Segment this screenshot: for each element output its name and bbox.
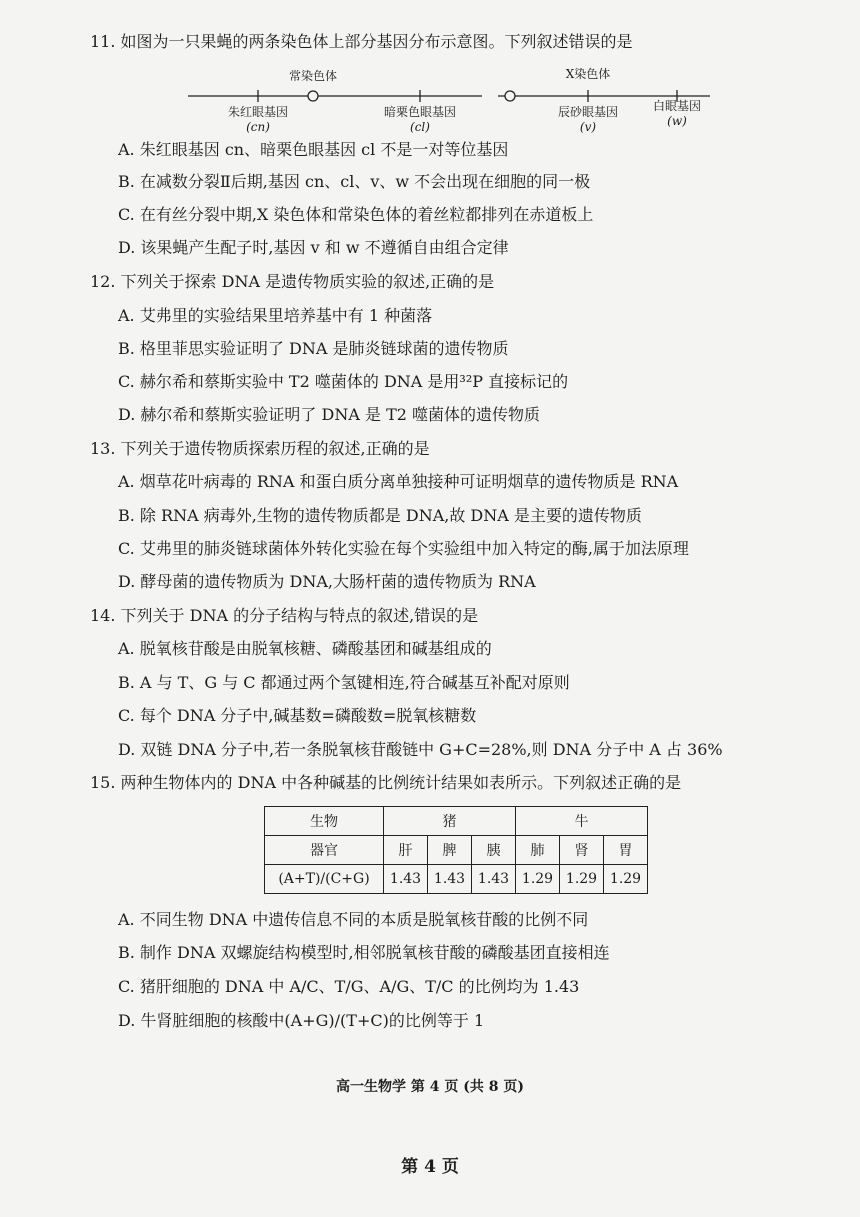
gene-symbol-cn: (cn): [246, 120, 270, 134]
question-14-stem: 14. 下列关于 DNA 的分子结构与特点的叙述,错误的是: [90, 606, 479, 625]
gene-label-v: 辰砂眼基因: [557, 105, 619, 119]
gene-label-w: 白眼基因: [652, 99, 702, 113]
question-15-stem: 15. 两种生物体内的 DNA 中各种碱基的比例统计结果如表所示。下列叙述正确的是: [90, 773, 682, 792]
gene-label-cl: 暗栗色眼基因: [383, 105, 457, 119]
q14-option-d: D. 双链 DNA 分子中,若一条脱氧核苷酸链中 G+C=28%,则 DNA 分子中 A 占 36%: [118, 740, 723, 759]
gene-symbol-v: (v): [579, 120, 597, 134]
x-centromere: [505, 91, 515, 101]
q11-option-b: B. 在减数分裂Ⅱ后期,基因 cn、cl、v、w 不会出现在细胞的同一极: [118, 172, 591, 191]
gene-symbol-cl: (cl): [410, 120, 430, 134]
q13-option-b: B. 除 RNA 病毒外,生物的遗传物质都是 DNA,故 DNA 是主要的遗传物质: [118, 506, 642, 525]
q11-option-c: C. 在有丝分裂中期,X 染色体和常染色体的着丝粒都排列在赤道板上: [118, 205, 594, 224]
table-cell-ratio: 1.29: [516, 865, 560, 894]
x-chromosome-label: X染色体: [565, 67, 611, 81]
table-row: [265, 807, 648, 836]
table-cell-organ: 胃: [604, 836, 648, 865]
q12-option-a: A. 艾弗里的实验结果里培养基中有 1 种菌落: [118, 306, 433, 325]
base-ratio-table: [264, 806, 648, 894]
gene-symbol-w: (w): [667, 114, 687, 128]
table-cell-organ: 脾: [428, 836, 472, 865]
q15-option-b: B. 制作 DNA 双螺旋结构模型时,相邻脱氧核苷酸的磷酸基团直接相连: [118, 943, 610, 962]
q13-option-a: A. 烟草花叶病毒的 RNA 和蛋白质分离单独接种可证明烟草的遗传物质是 RNA: [118, 472, 679, 491]
table-row: [265, 836, 648, 865]
page-footer: 高一生物学 第 4 页 (共 8 页): [336, 1079, 524, 1095]
q15-option-a: A. 不同生物 DNA 中遗传信息不同的本质是脱氧核苷酸的比例不同: [118, 910, 589, 929]
table-cell-ratio: 1.43: [428, 865, 472, 894]
table-cell-ratio: 1.43: [384, 865, 428, 894]
gene-label-cn: 朱红眼基因: [227, 105, 289, 119]
table-cell-ratio: 1.43: [472, 865, 516, 894]
q12-option-d: D. 赫尔希和蔡斯实验证明了 DNA 是 T2 噬菌体的遗传物质: [118, 405, 541, 424]
question-12-stem: 12. 下列关于探索 DNA 是遗传物质实验的叙述,正确的是: [90, 272, 495, 291]
question-13-stem: 13. 下列关于遗传物质探索历程的叙述,正确的是: [90, 439, 430, 458]
table-cell-ratio-header: (A+T)/(C+G): [265, 865, 384, 894]
table-cell-ratio: 1.29: [560, 865, 604, 894]
table-cell-cow: 牛: [516, 807, 648, 836]
q11-option-d: D. 该果蝇产生配子时,基因 v 和 w 不遵循自由组合定律: [118, 238, 509, 257]
table-cell-organ: 肝: [384, 836, 428, 865]
q14-option-a: A. 脱氧核苷酸是由脱氧核糖、磷酸基团和碱基组成的: [118, 639, 492, 658]
table-cell-organ: 肾: [560, 836, 604, 865]
table-cell-ratio: 1.29: [604, 865, 648, 894]
q13-option-c: C. 艾弗里的肺炎链球菌体外转化实验在每个实验组中加入特定的酶,属于加法原理: [118, 539, 689, 558]
table-cell-organ-header: 器官: [265, 836, 384, 865]
q12-option-c: C. 赫尔希和蔡斯实验中 T2 噬菌体的 DNA 是用³²P 直接标记的: [118, 372, 569, 391]
table-row: [265, 865, 648, 894]
q14-option-b: B. A 与 T、G 与 C 都通过两个氢键相连,符合碱基互补配对原则: [118, 673, 570, 692]
chromosome-diagram: [180, 58, 720, 138]
q15-option-c: C. 猪肝细胞的 DNA 中 A/C、T/G、A/G、T/C 的比例均为 1.43: [118, 977, 580, 996]
table-cell-pig: 猪: [384, 807, 516, 836]
autosome-centromere: [308, 91, 318, 101]
q11-option-a: A. 朱红眼基因 cn、暗栗色眼基因 cl 不是一对等位基因: [118, 140, 509, 159]
question-11-stem: 11. 如图为一只果蝇的两条染色体上部分基因分布示意图。下列叙述错误的是: [90, 32, 633, 51]
table-cell-organ: 肺: [516, 836, 560, 865]
q14-option-c: C. 每个 DNA 分子中,碱基数=磷酸数=脱氧核糖数: [118, 706, 477, 725]
autosome-label: 常染色体: [288, 69, 338, 83]
table-cell-organ: 胰: [472, 836, 516, 865]
q15-option-d: D. 牛肾脏细胞的核酸中(A+G)/(T+C)的比例等于 1: [118, 1011, 485, 1030]
q13-option-d: D. 酵母菌的遗传物质为 DNA,大肠杆菌的遗传物质为 RNA: [118, 572, 536, 591]
table-cell-organism-header: 生物: [265, 807, 384, 836]
q12-option-b: B. 格里菲思实验证明了 DNA 是肺炎链球菌的遗传物质: [118, 339, 509, 358]
page-number: 第 4 页: [401, 1157, 459, 1177]
